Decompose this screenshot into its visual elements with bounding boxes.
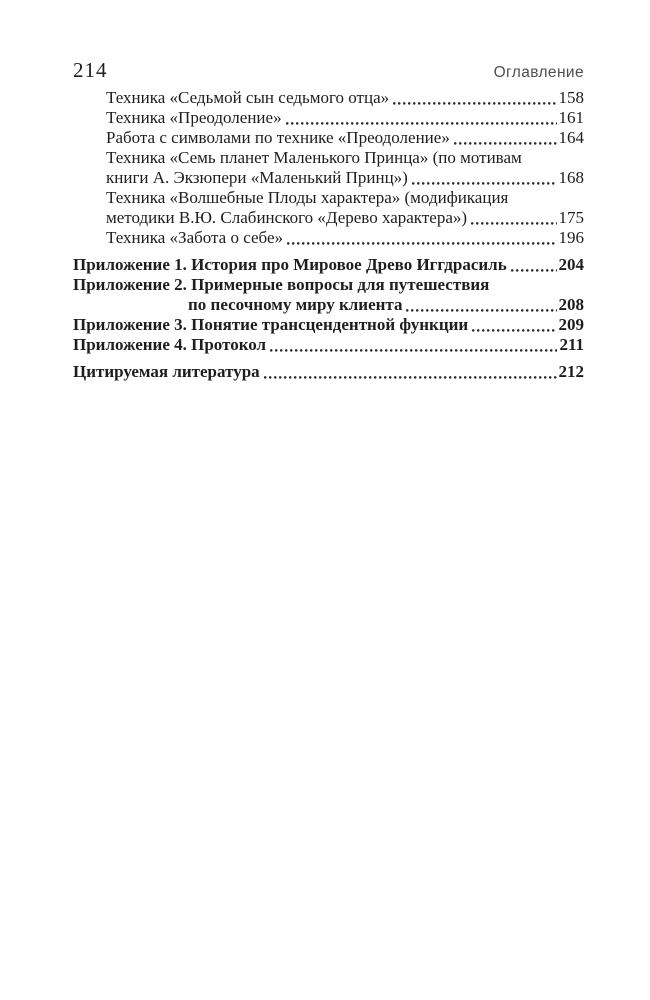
toc-page-number: 209 bbox=[558, 315, 584, 334]
toc-page-number: 212 bbox=[558, 362, 584, 381]
running-header-title: Оглавление bbox=[493, 64, 584, 81]
dot-leader bbox=[402, 295, 558, 315]
toc-line bbox=[73, 188, 584, 208]
toc-line bbox=[73, 295, 584, 315]
dot-leader bbox=[266, 335, 559, 355]
dot-leader bbox=[507, 255, 559, 275]
toc-entry-text: по песочному миру клиента bbox=[188, 295, 403, 314]
toc-page-number: 158 bbox=[558, 88, 584, 107]
toc-entry-text: Приложение 3. Понятие трансцендентной функции bbox=[73, 315, 469, 334]
toc-entry-text: Приложение 4. Протокол bbox=[73, 335, 267, 354]
toc-page-number: 204 bbox=[558, 255, 584, 274]
toc-entry-text: Приложение 1. История про Мировое Древо Иггдрасиль bbox=[73, 255, 507, 274]
toc-line bbox=[73, 128, 584, 148]
toc-entry-text: Работа с символами по технике «Преодоление» bbox=[106, 128, 450, 147]
toc-line bbox=[73, 275, 584, 295]
table-of-contents bbox=[73, 88, 584, 382]
toc-line bbox=[73, 88, 584, 108]
toc-entry-text: книги А. Экзюпери «Маленький Принц») bbox=[106, 168, 408, 187]
toc-entry-text: Техника «Волшебные Плоды характера» (модификация bbox=[106, 188, 509, 207]
toc-line bbox=[73, 168, 584, 188]
toc-page-number: 161 bbox=[558, 108, 584, 127]
page-number: 214 bbox=[73, 58, 108, 82]
toc-entry-text: методики В.Ю. Слабинского «Дерево характера») bbox=[106, 208, 468, 227]
dot-leader bbox=[467, 208, 558, 228]
toc-entry-text: Цитируемая литература bbox=[73, 362, 260, 381]
toc-entry-text: Техника «Семь планет Маленького Принца» (по мотивам bbox=[106, 148, 522, 167]
toc-line bbox=[73, 148, 584, 168]
toc-line bbox=[73, 255, 584, 275]
toc-page-number: 196 bbox=[558, 228, 584, 247]
dot-leader bbox=[389, 88, 558, 108]
toc-entry-text: Техника «Седьмой сын седьмого отца» bbox=[106, 88, 390, 107]
toc-page-number: 164 bbox=[558, 128, 584, 147]
toc-line bbox=[73, 335, 584, 355]
toc-line bbox=[73, 315, 584, 335]
toc-page-number: 175 bbox=[558, 208, 584, 227]
dot-leader bbox=[408, 168, 559, 188]
toc-line bbox=[73, 228, 584, 248]
toc-line bbox=[73, 208, 584, 228]
toc-entry-text: Техника «Забота о себе» bbox=[106, 228, 283, 247]
toc-page-number: 208 bbox=[558, 295, 584, 314]
page-header bbox=[73, 58, 584, 83]
dot-leader bbox=[260, 362, 559, 382]
dot-leader bbox=[450, 128, 559, 148]
toc-page-number: 211 bbox=[559, 335, 584, 354]
toc-page-number: 168 bbox=[558, 168, 584, 187]
toc-entry-text: Приложение 2. Примерные вопросы для путешествия bbox=[73, 275, 490, 294]
dot-leader bbox=[468, 315, 558, 335]
toc-entry-text: Техника «Преодоление» bbox=[106, 108, 282, 127]
dot-leader bbox=[282, 108, 559, 128]
toc-line bbox=[73, 362, 584, 382]
dot-leader bbox=[283, 228, 559, 248]
toc-line bbox=[73, 108, 584, 128]
